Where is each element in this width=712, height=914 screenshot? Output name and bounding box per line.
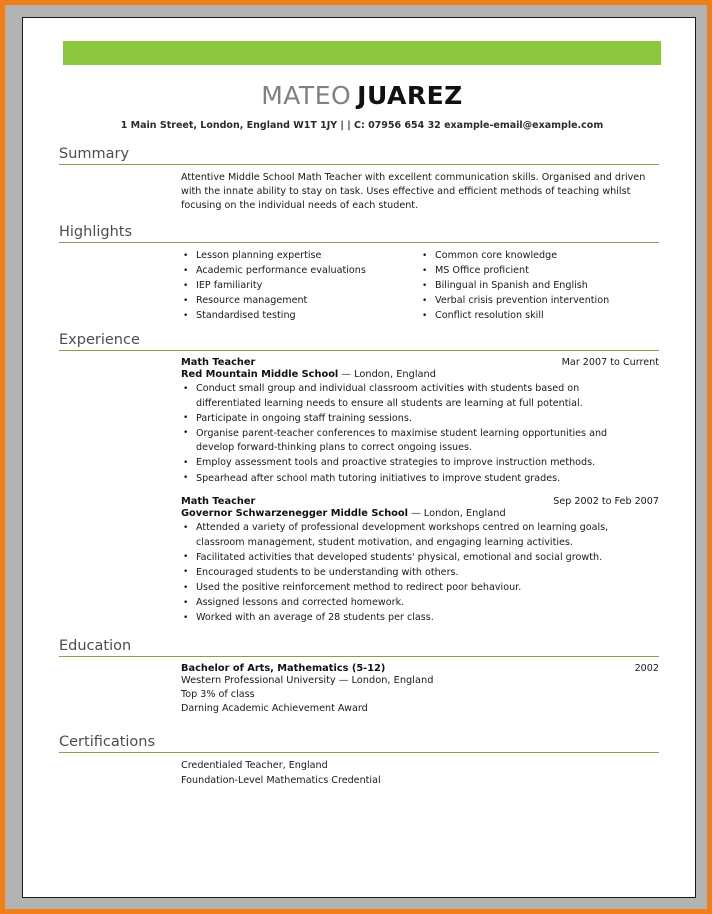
education-entry xyxy=(181,663,659,716)
candidate-name xyxy=(63,81,661,110)
certifications-list xyxy=(181,759,659,788)
list-item: • Common core knowledge xyxy=(420,249,659,264)
separator-dash: — xyxy=(338,675,349,686)
employer-name: Governor Schwarzenegger Middle School xyxy=(181,508,408,520)
list-item: • Employ assessment tools and proactive strategies to improve instruction methods. xyxy=(181,456,635,471)
education-rule xyxy=(59,656,659,657)
list-item: • Conflict resolution skill xyxy=(420,309,659,324)
job-title: Math Teacher xyxy=(181,357,256,368)
summary-text: Attentive Middle School Math Teacher with excellent communication skills. Organised and driven with the innate ability to stay on task. Uses effective and efficient methods of teaching whilst focusing on the individual needs of each student. xyxy=(181,172,646,211)
degree-title: Bachelor of Arts, Mathematics (5-12) xyxy=(181,663,386,674)
list-item: • IEP familiarity xyxy=(181,279,420,294)
contact-info: 1 Main Street, London, England W1T 1JY | | C: 07956 654 32 example-email@example.com xyxy=(120,120,604,131)
list-item: • Standardised testing xyxy=(181,309,420,324)
experience-rule xyxy=(59,350,659,351)
education-entry-header xyxy=(181,663,659,674)
experience-entry-header xyxy=(181,357,659,368)
resume-page xyxy=(22,17,696,898)
list-item: • Resource management xyxy=(181,294,420,309)
list-item: • Verbal crisis prevention intervention xyxy=(420,294,659,309)
highlights-rule xyxy=(59,242,659,243)
certifications-heading: Certifications xyxy=(59,734,156,750)
institution-name: Western Professional University xyxy=(181,675,336,686)
separator-dash: — xyxy=(411,508,421,520)
section-education xyxy=(59,638,659,718)
highlights-list-right xyxy=(420,249,659,324)
employer-location: London, England xyxy=(354,369,436,380)
list-item: • Facilitated activities that developed students' physical, emotional and social growth. xyxy=(181,551,635,566)
highlights-heading: Highlights xyxy=(59,224,133,240)
list-item: • Academic performance evaluations xyxy=(181,264,420,279)
candidate-first-name: MATEO xyxy=(261,81,352,110)
list-item: • Used the positive reinforcement method to redirect poor behaviour. xyxy=(181,581,635,596)
summary-rule xyxy=(59,164,659,165)
candidate-last-name: JUAREZ xyxy=(357,81,463,110)
list-item: • MS Office proficient xyxy=(420,264,659,279)
graduation-year: 2002 xyxy=(634,663,659,674)
list-item: • Attended a variety of professional development workshops centred on learning goals, classroom management, student motivation, and engaging learning activities. xyxy=(181,521,635,550)
list-item: • Spearhead after school math tutoring initiatives to improve student grades. xyxy=(181,472,635,487)
job-title: Math Teacher xyxy=(181,496,256,508)
experience-entry-header xyxy=(181,496,659,507)
highlights-column-right xyxy=(420,249,659,324)
list-item: • Organise parent-teacher conferences to maximise student learning opportunities and develop forward-thinking plans to correct ongoing issues. xyxy=(181,427,635,456)
list-item: • Bilingual in Spanish and English xyxy=(420,279,659,294)
highlights-column-left xyxy=(181,249,420,324)
list-item: • Worked with an average of 28 students per class. xyxy=(181,611,635,626)
highlights-list-left xyxy=(181,249,420,324)
highlights-columns xyxy=(181,249,659,324)
section-highlights xyxy=(59,224,659,324)
section-experience xyxy=(59,332,659,628)
resume-page-content xyxy=(23,18,695,897)
header-accent-bar xyxy=(63,41,661,65)
employer-line xyxy=(181,368,659,382)
job-dates: Sep 2002 to Feb 2007 xyxy=(553,496,659,508)
employer-name: Red Mountain Middle School xyxy=(181,369,339,380)
certification-item: Credentialed Teacher, England xyxy=(181,760,328,771)
summary-heading: Summary xyxy=(59,146,130,162)
list-item: • Encouraged students to be understanding with others. xyxy=(181,566,635,581)
institution-location: London, England xyxy=(351,675,434,686)
job-dates: Mar 2007 to Current xyxy=(561,357,659,368)
separator-dash: — xyxy=(341,369,352,380)
list-item: • Conduct small group and individual classroom activities with students based on differentiated learning needs to ensure all students are learning at full potential. xyxy=(181,382,635,411)
experience-entry xyxy=(181,357,659,486)
institution-line xyxy=(181,674,659,688)
list-item: • Lesson planning expertise xyxy=(181,249,420,264)
experience-entry xyxy=(181,496,659,626)
education-detail: Darning Academic Achievement Award xyxy=(181,703,368,714)
education-heading: Education xyxy=(59,638,132,654)
section-certifications xyxy=(59,734,659,788)
certification-item: Foundation-Level Mathematics Credential xyxy=(181,774,381,786)
certifications-rule xyxy=(59,752,659,753)
employer-line xyxy=(181,507,659,521)
job-responsibilities xyxy=(181,382,635,486)
section-summary xyxy=(59,146,659,213)
education-detail: Top 3% of class xyxy=(181,689,255,700)
experience-heading: Experience xyxy=(59,332,140,348)
employer-location: London, England xyxy=(423,508,506,520)
list-item: • Participate in ongoing staff training sessions. xyxy=(181,412,635,427)
job-responsibilities xyxy=(181,521,635,626)
orange-outer-frame xyxy=(5,5,707,909)
list-item: • Assigned lessons and corrected homework. xyxy=(181,596,635,611)
